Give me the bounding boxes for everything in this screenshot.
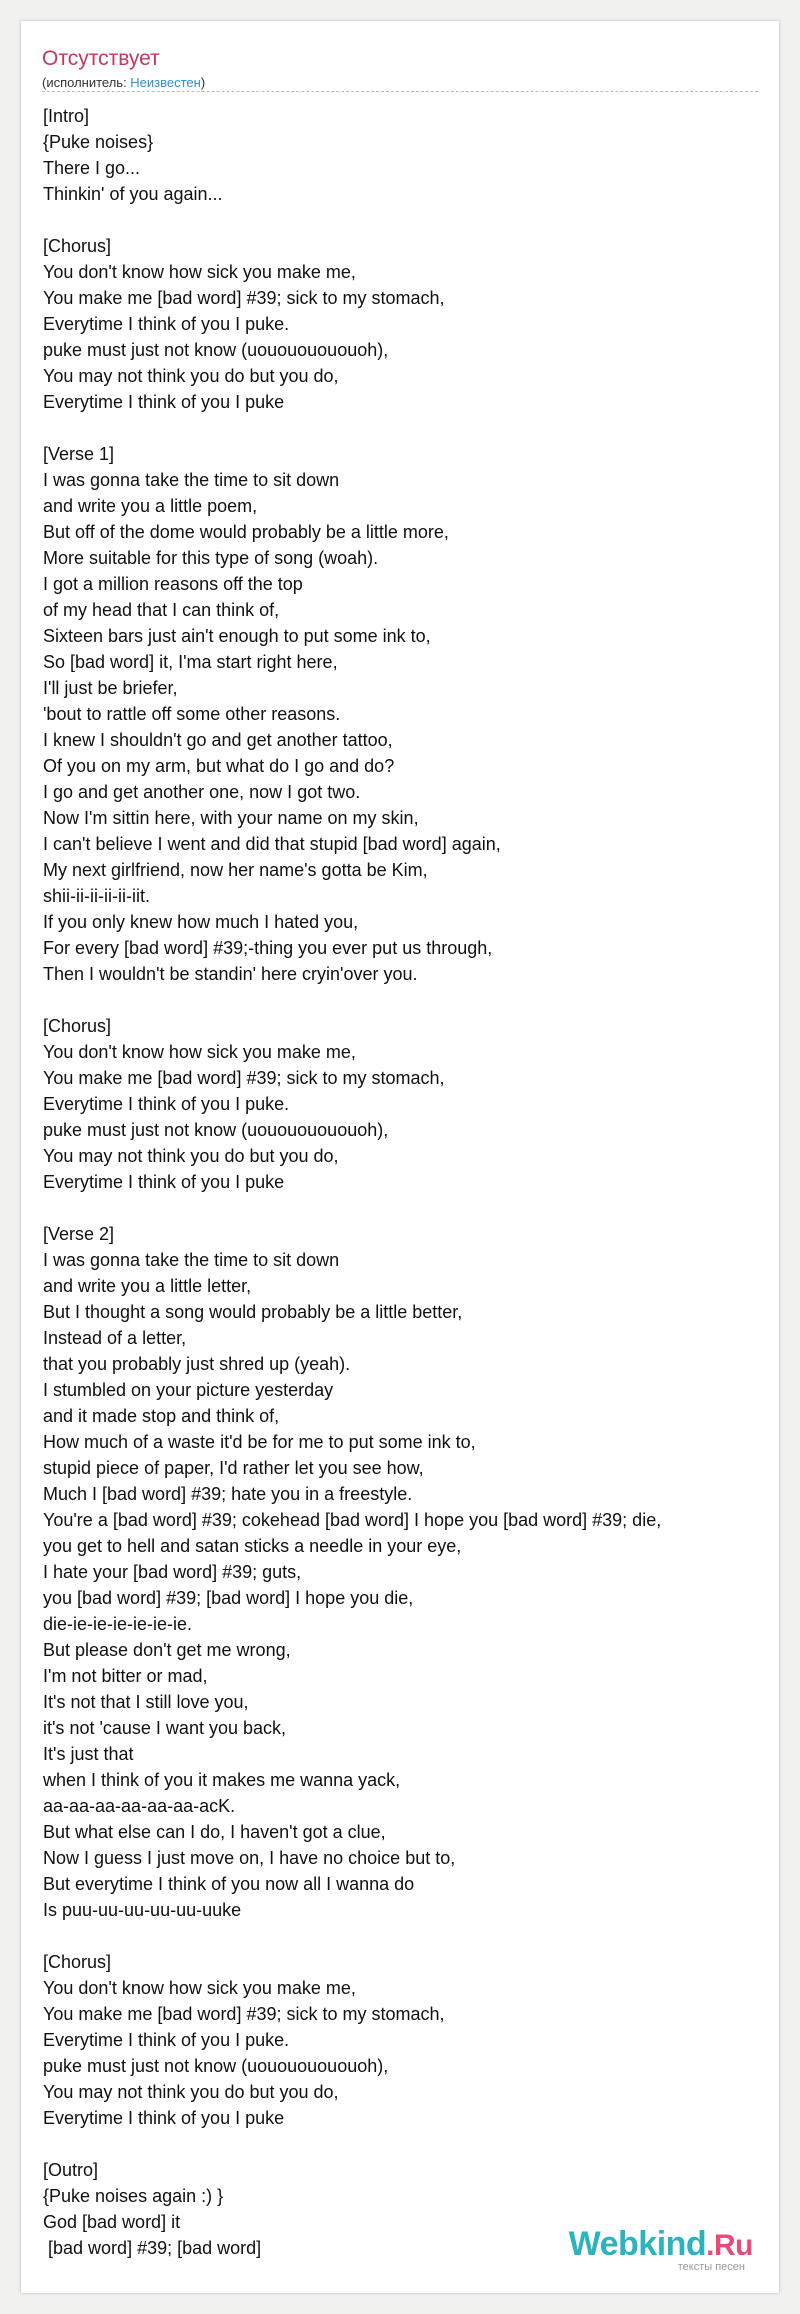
song-header [42, 45, 758, 92]
song-title: Отсутствует [42, 47, 160, 70]
performer-suffix: ) [200, 75, 206, 90]
lyrics-text: [Intro] {Puke noises} There I go... Thinkin' of you again... [Chorus] You don't know how sick you make me, You make me [bad word] #39; sick to my stomach, Everytime I think of you I puke. puke must just not know (uouououououoh), You may not think you do but you do, Everytime I think of you I puke [Verse 1] I was gonna take the time to sit down and write you a little poem, But off of the dome would probably be a little more, More suitable for this type of song (woah). I got a million reasons off the top of my head that I can think of, Sixteen bars just ain't enough to put some ink to, So [bad word] it, I'ma start right here, I'll just be briefer, 'bout to rattle off some other reasons. I knew I shouldn't go and get another tattoo, Of you on my arm, but what do I go and do? I go and get another one, now I got two. Now I'm sittin here, with your name on my skin, I can't believe I went and did that stupid [bad word] again, My next girlfriend, now her name's gotta be Kim, shii-ii-ii-ii-ii-iit. If you only knew how much I hated you, For every [bad word] #39;-thing you ever put us through, Then I wouldn't be standin' here cryin'over you. [Chorus] You don't know how sick you make me, You make me [bad word] #39; sick to my stomach, Everytime I think of you I puke. puke must just not know (uouououououoh), You may not think you do but you do, Everytime I think of you I puke [Verse 2] I was gonna take the time to sit down and write you a little letter, But I thought a song would probably be a little better, Instead of a letter, that you probably just shred up (yeah). I stumbled on your picture yesterday and it made stop and think of, How much of a waste it'd be for me to put some ink to, stupid piece of paper, I'd rather let you see how, Much I [bad word] #39; hate you in a freestyle. You're a [bad word] #39; cokehead [bad word] I hope you [bad word] #39; die, you get to hell and satan sticks a needle in your eye, I hate your [bad word] #39; guts, you [bad word] #39; [bad word] I hope you die, die-ie-ie-ie-ie-ie-ie. But please don't get me wrong, I'm not bitter or mad, It's not that I still love you, it's not 'cause I want you back, It's just that when I think of you it makes me wanna yack, aa-aa-aa-aa-aa-aa-acK. But what else can I do, I haven't got a clue, Now I guess I just move on, I have no choice but to, But everytime I think of you now all I wanna do Is puu-uu-uu-uu-uu-uuke [Chorus] You don't know how sick you make me, You make me [bad word] #39; sick to my stomach, Everytime I think of you I puke. puke must just not know (uouououououoh), You may not think you do but you do, Everytime I think of you I puke [Outro] {Puke noises again :) } God [bad word] it [bad word] #39; [bad word] [43, 106, 662, 2258]
performer-link[interactable]: Неизвестен [130, 75, 201, 90]
lyrics-card [21, 21, 779, 2293]
logo-brand: Webkind [568, 2225, 707, 2263]
logo-tld: .Ru [706, 2229, 753, 2262]
performer-prefix: (исполнитель: [42, 75, 131, 90]
logo-tagline: тексты песен [677, 2261, 745, 2273]
site-logo[interactable] [569, 2227, 753, 2273]
performer-line [42, 74, 758, 92]
logo-wordmark [569, 2227, 753, 2263]
header-divider [42, 91, 758, 92]
